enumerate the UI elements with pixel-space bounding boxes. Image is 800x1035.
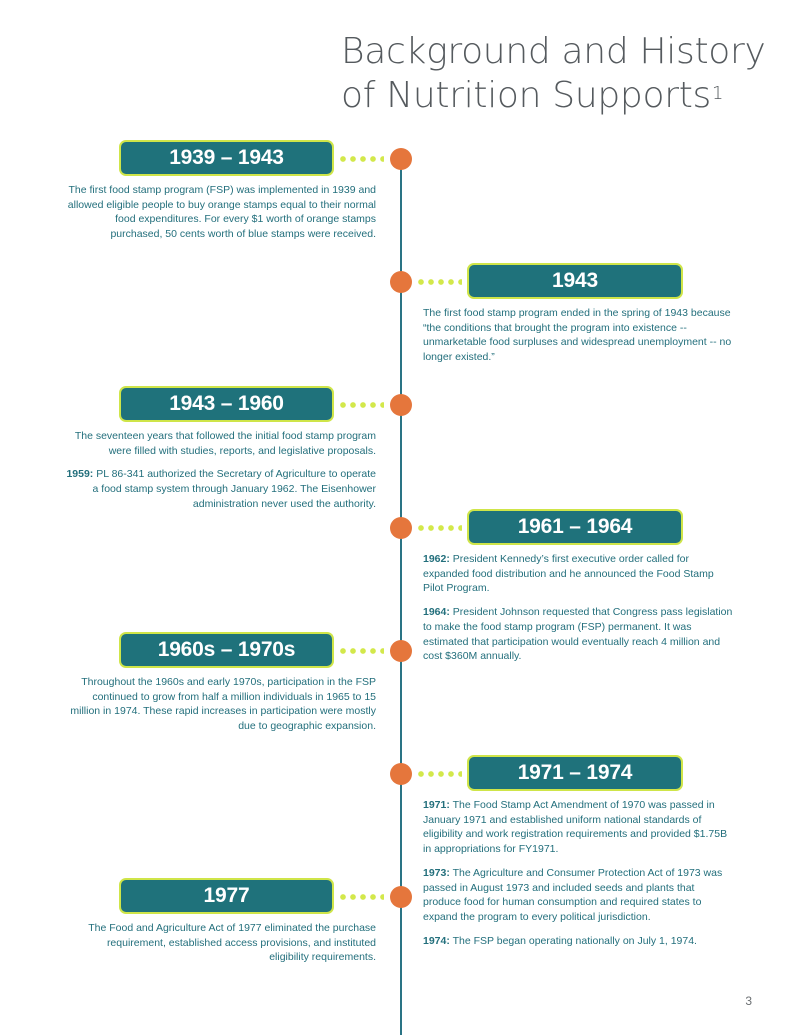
timeline-node-1943 [390,271,412,293]
period-badge-1960s-1970s: 1960s – 1970s [119,632,334,668]
period-badge-1939-1943: 1939 – 1943 [119,140,334,176]
entry-paragraph: The Food and Agriculture Act of 1977 eliminated the purchase requirement, established access provisions, and instituted eligibility requirements. [88,922,376,964]
timeline-node-1943-1960 [390,394,412,416]
title-line-1: Background and History [341,31,766,72]
entry-text-1971-1974 [423,798,735,957]
period-badge-1977: 1977 [119,878,334,914]
connector-dots [338,156,384,162]
timeline-node-1977 [390,886,412,908]
period-badge-1971-1974: 1971 – 1974 [467,755,683,791]
entry-paragraph: Throughout the 1960s and early 1970s, participation in the FSP continued to grow from half a million individuals in 1965 to 15 million in 1974. These rapid increases in participation were mostly due to geographic expansion. [70,676,376,733]
connector-dots [416,525,462,531]
title-footnote: 1 [711,83,724,104]
entry-paragraph: The first food stamp program ended in the spring of 1943 because “the conditions that brought the program into existence -- unmarketable food surpluses and widespread unemployment -- no longer existed.” [423,307,732,364]
entry-paragraph: The first food stamp program (FSP) was implemented in 1939 and allowed eligible people to buy orange stamps equal to their normal food expenditures. For every $1 worth of orange stamps purchased, 50 cents worth of blue stamps were received. [67,184,376,241]
entry-text-1943-1960 [66,429,376,521]
entry-paragraph: 1971: The Food Stamp Act Amendment of 1970 was passed in January 1971 and established uniform national standards of eligibility and work registration requirements and provided $1.75B in appropriations for FY1971. [423,799,728,856]
connector-dots [338,402,384,408]
entry-paragraph: 1964: President Johnson requested that Congress pass legislation to make the food stamp program (FSP) permanent. It was estimated that participation would eventually reach 4 million and cost $360M annually. [423,606,733,663]
timeline-node-1971-1974 [390,763,412,785]
entry-paragraph: 1974: The FSP began operating nationally on July 1, 1974. [423,934,697,947]
entry-text-1939-1943 [66,183,376,251]
timeline-node-1961-1964 [390,517,412,539]
entry-paragraph: The seventeen years that followed the initial food stamp program were filled with studies, reports, and legislative proposals. [74,430,376,457]
entry-text-1960s-1970s [66,675,376,743]
entry-paragraph: 1962: President Kennedy’s first executive order called for expanded food distribution and he announced the Food Stamp Pilot Program. [423,553,714,595]
entry-paragraph: 1959: PL 86-341 authorized the Secretary of Agriculture to operate a food stamp system through January 1962. The Eisenhower administration never used the authority. [66,468,376,510]
entry-text-1961-1964 [423,552,735,673]
connector-dots [338,894,384,900]
period-badge-1961-1964: 1961 – 1964 [467,509,683,545]
timeline-node-1960s-1970s [390,640,412,662]
period-badge-1943-1960: 1943 – 1960 [119,386,334,422]
entry-text-1943 [423,306,735,374]
entry-text-1977 [66,921,376,974]
page-title [341,30,766,118]
entry-paragraph: 1973: The Agriculture and Consumer Protection Act of 1973 was passed in August 1973 and included seeds and plants that produce food for human consumption and required states to expand the program to every political jurisdiction. [423,866,723,923]
connector-dots [416,279,462,285]
connector-dots [338,648,384,654]
page-number: 3 [745,994,752,1008]
connector-dots [416,771,462,777]
timeline-node-1939-1943 [390,148,412,170]
period-badge-1943: 1943 [467,263,683,299]
title-line-2: of Nutrition Supports [341,75,711,116]
